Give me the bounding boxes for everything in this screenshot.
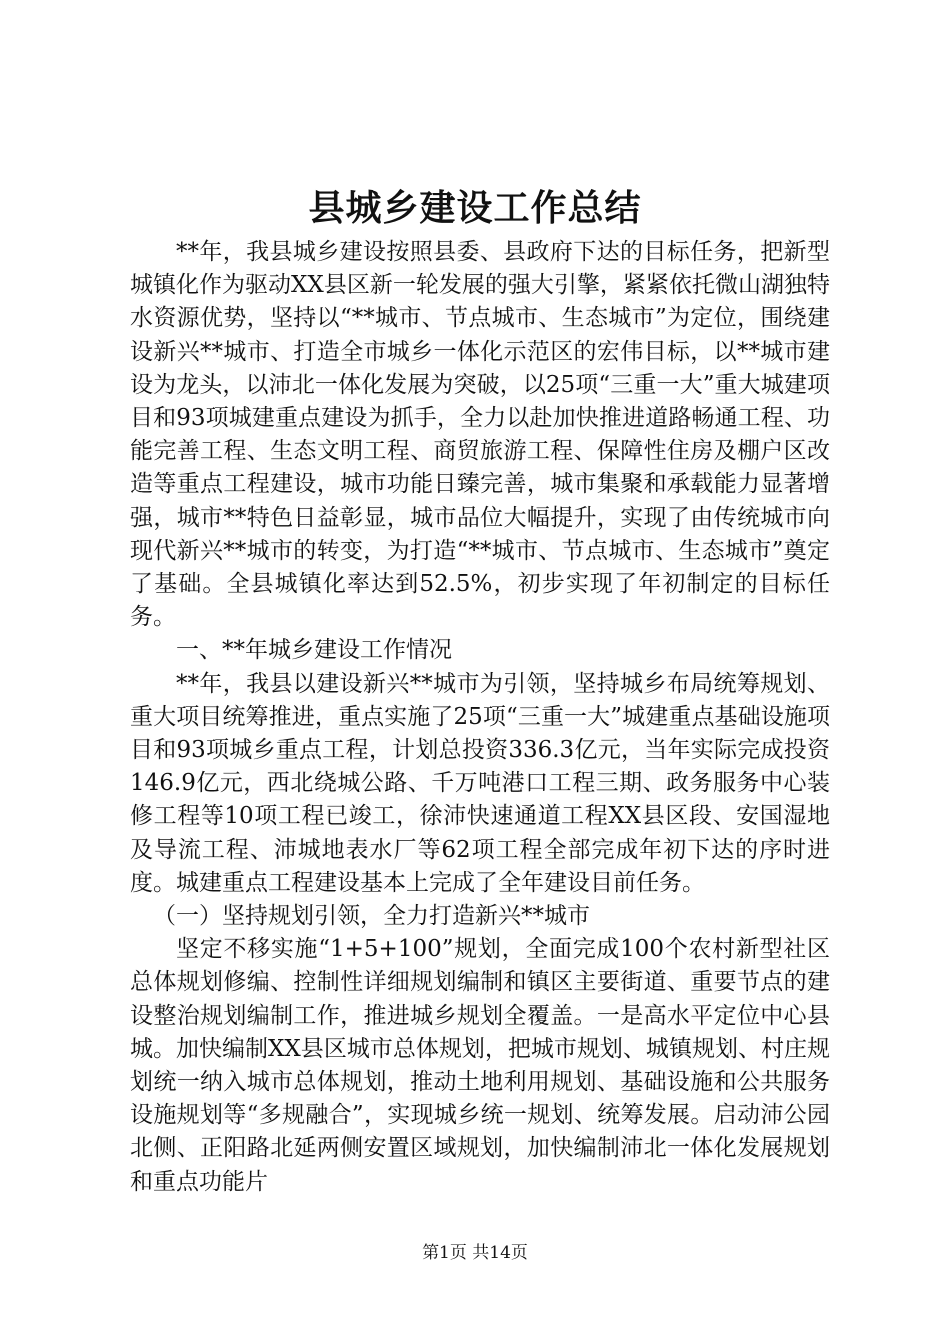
section-paragraph: **年，我县以建设新兴**城市为引领，坚持城乡布局统筹规划、重大项目统筹推进，重点实施了25项“三重一大”城建重点基础设施项目和93项城乡重点工程，计划总投资336.3亿元，当年实际完成投资146.9亿元，西北绕城公路、千万吨港口工程三期、政务服务中心装修工程等10项工程已竣工，徐沛快速通道工程XX县区段、安国湿地及导流工程、沛城地表水厂等62项工程全部完成年初下达的序时进度。城建重点工程建设基本上完成了全年建设目前任务。 (130, 670, 830, 896)
document-body (130, 236, 830, 1199)
subsection-heading: （一）坚持规划引领，全力打造新兴**城市 (153, 903, 590, 930)
document-title: 县城乡建设工作总结 (308, 188, 642, 229)
section-heading: 一、**年城乡建设工作情况 (176, 637, 452, 664)
intro-paragraph: **年，我县城乡建设按照县委、县政府下达的目标任务，把新型城镇化作为驱动XX县区新一轮发展的强大引擎，紧紧依托微山湖独特水资源优势，坚持以“**城市、节点城市、生态城市”为定位，围绕建设新兴**城市、打造全市城乡一体化示范区的宏伟目标，以**城市建设为龙头，以沛北一体化发展为突破，以25项“三重一大”重大城建项目和93项城建重点建设为抓手，全力以赴加快推进道路畅通工程、功能完善工程、生态文明工程、商贸旅游工程、保障性住房及棚户区改造等重点工程建设，城市功能日臻完善，城市集聚和承载能力显著增强，城市**特色日益彰显，城市品位大幅提升，实现了由传统城市向现代新兴**城市的转变，为打造“**城市、节点城市、生态城市”奠定了基础。全县城镇化率达到52.5%，初步实现了年初制定的目标任务。 (130, 239, 830, 631)
page-number-footer: 第1页 共14页 (422, 1243, 528, 1263)
subsection-paragraph: 坚定不移实施“1+5+100”规划，全面完成100个农村新型社区总体规划修编、控制性详细规划编制和镇区主要街道、重要节点的建设整治规划编制工作，推进城乡规划全覆盖。一是高水平定位中心县城。加快编制XX县区城市总体规划，把城市规划、城镇规划、村庄规划统一纳入城市总体规划，推动土地利用规划、基础设施和公共服务设施规划等“多规融合”，实现城乡统一规划、统筹发展。启动沛公园北侧、正阳路北延两侧安置区域规划，加快编制沛北一体化发展规划和重点功能片 (130, 936, 830, 1195)
